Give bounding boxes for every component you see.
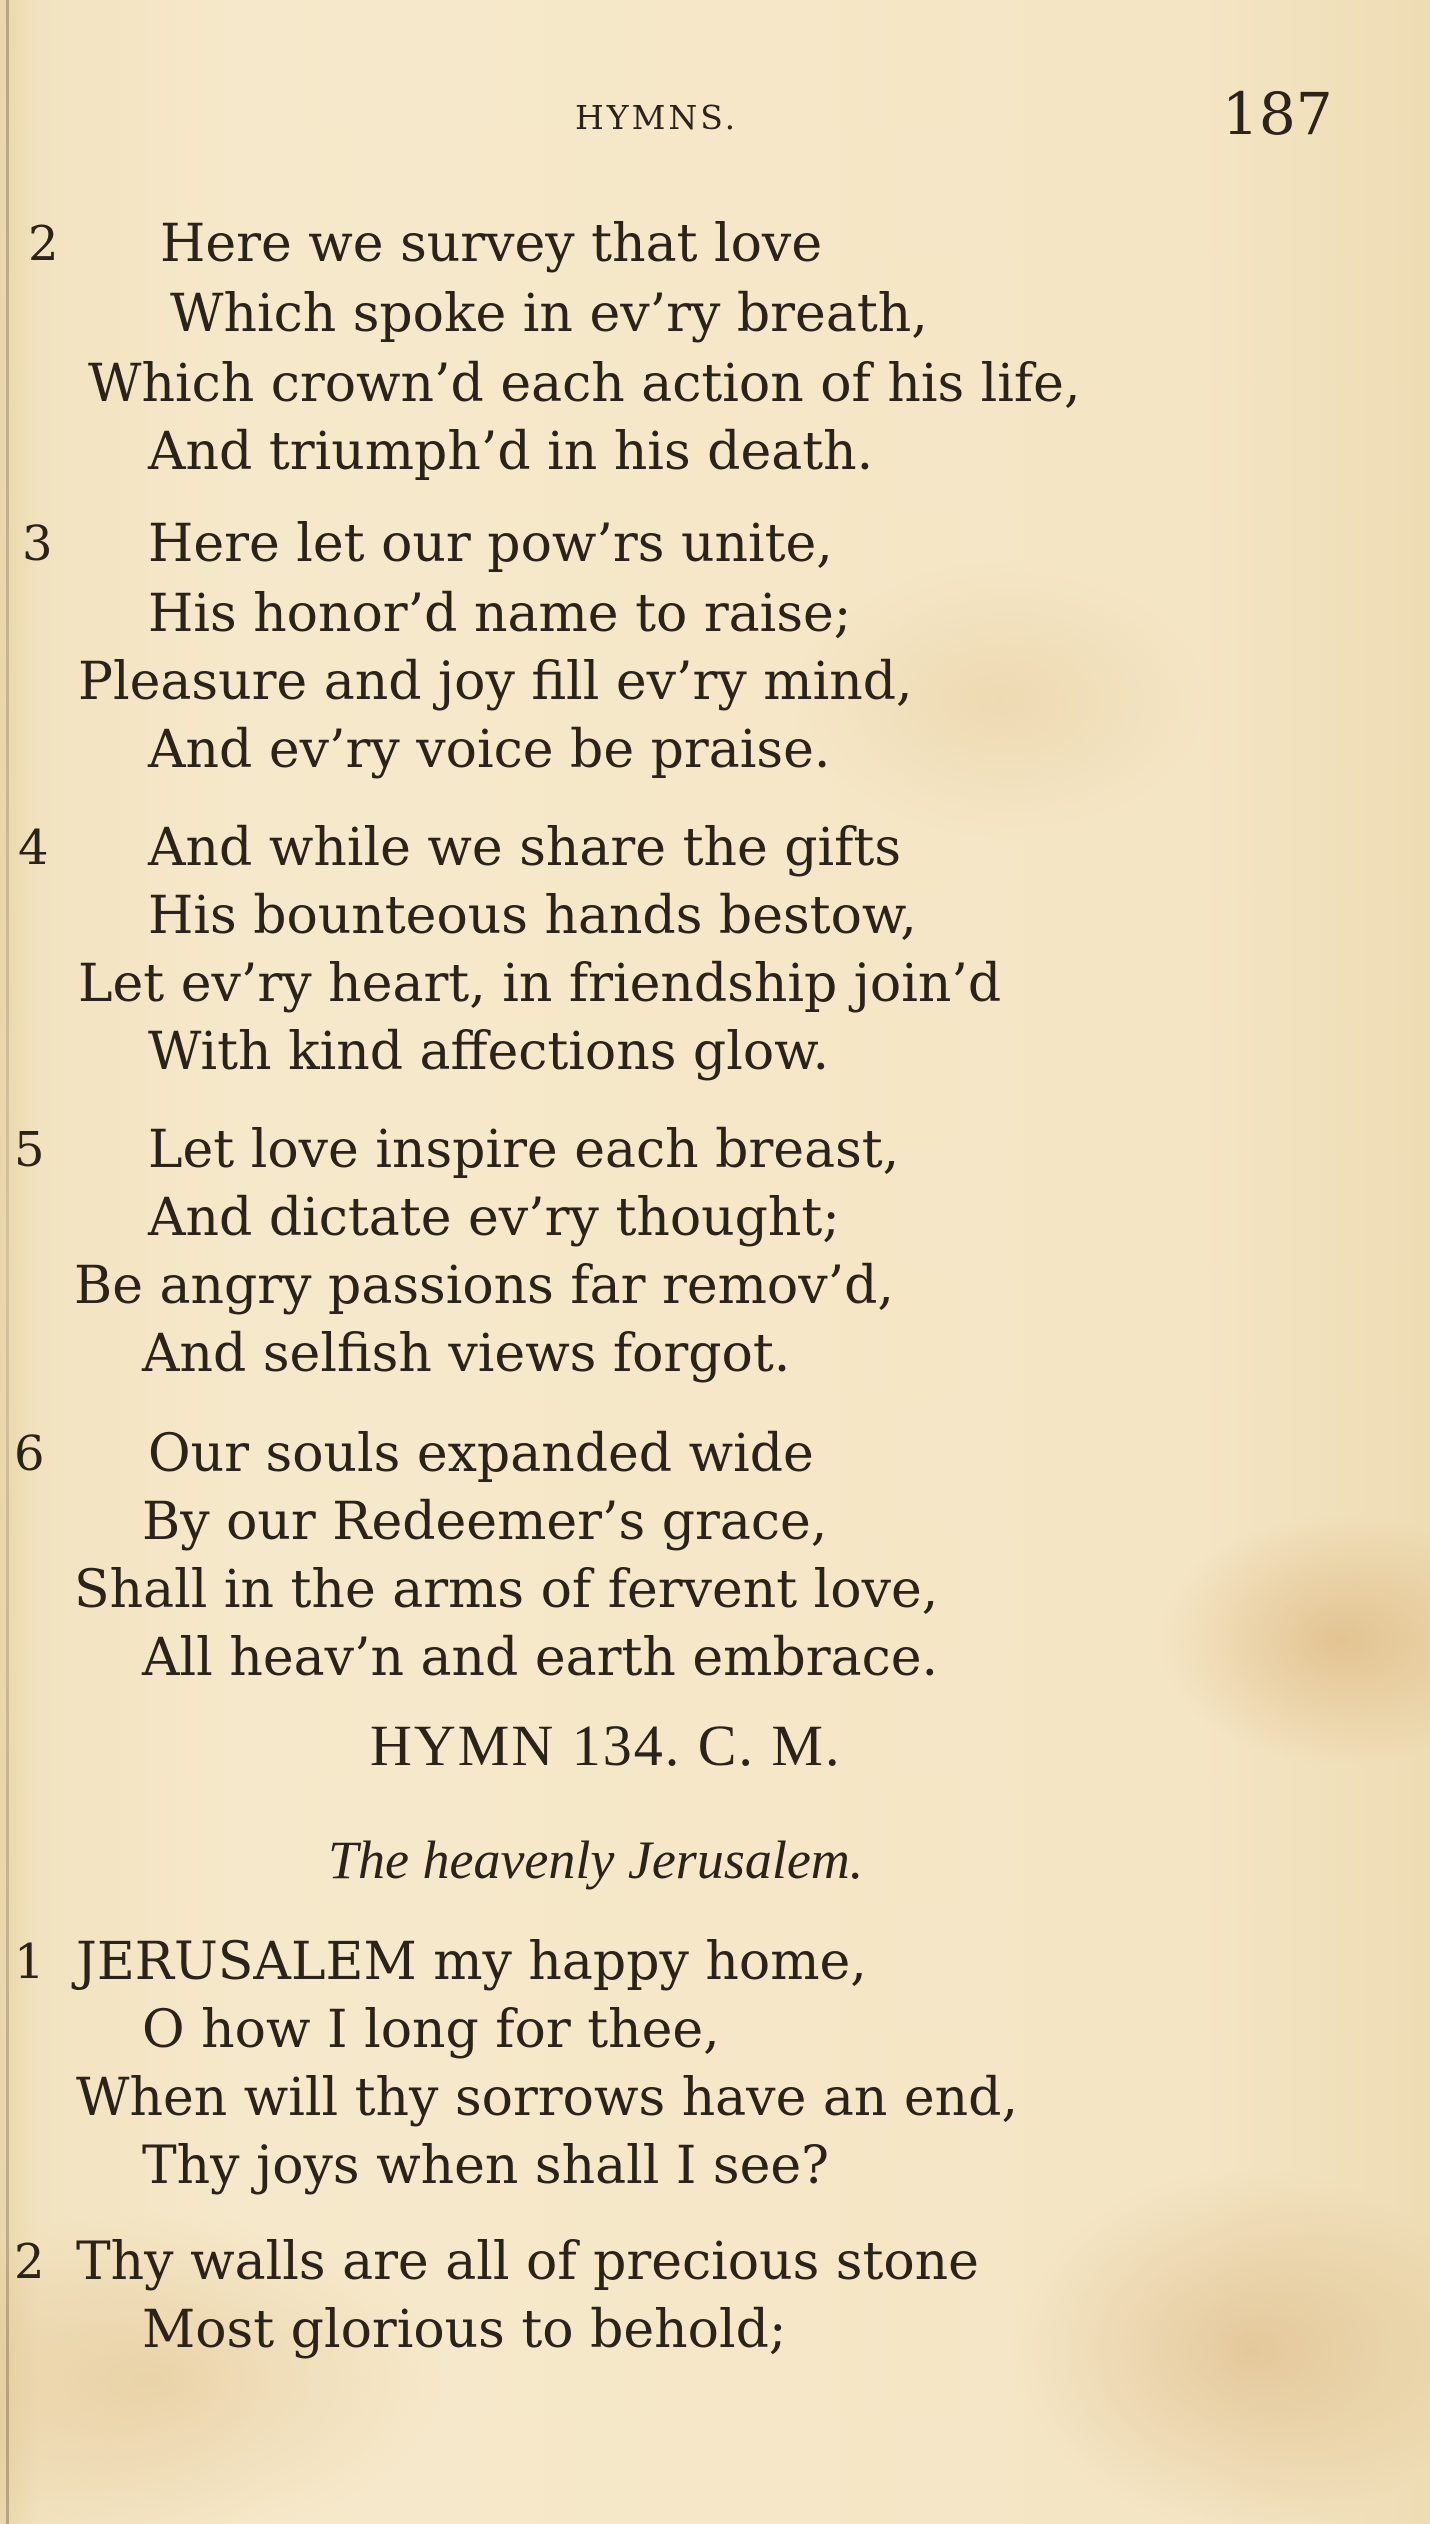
- stanza-number: 4: [18, 820, 49, 876]
- verse-line: And while we share the gifts: [148, 818, 902, 878]
- verse-line: Let love inspire each breast,: [148, 1120, 900, 1180]
- verse-line: Here we survey that love: [160, 214, 823, 274]
- verse-line: Shall in the arms of fervent love,: [74, 1560, 939, 1620]
- running-head: HYMNS.: [575, 98, 739, 137]
- stanza-number: 6: [14, 1426, 45, 1482]
- hymn-title: HYMN 134. C. M.: [370, 1713, 842, 1778]
- verse-line: And triumph’d in his death.: [148, 422, 874, 482]
- verse-line: Most glorious to behold;: [142, 2300, 787, 2360]
- verse-line: Which spoke in ev’ry breath,: [170, 284, 928, 344]
- verse-line: Which crown’d each action of his life,: [88, 354, 1081, 414]
- verse-line: Thy joys when shall I see?: [142, 2136, 830, 2196]
- verse-line: All heav’n and earth embrace.: [142, 1628, 939, 1688]
- verse-line: And selfish views forgot.: [142, 1324, 791, 1384]
- stanza-number: 3: [22, 516, 53, 572]
- verse-line: And dictate ev’ry thought;: [148, 1188, 840, 1248]
- verse-line: And ev’ry voice be praise.: [148, 720, 831, 780]
- verse-line: His honor’d name to raise;: [148, 584, 852, 644]
- hymn-subtitle: The heavenly Jerusalem.: [328, 1830, 864, 1890]
- verse-line: Let ev’ry heart, in friendship join’d: [78, 954, 1002, 1014]
- verse-line: By our Redeemer’s grace,: [142, 1492, 828, 1552]
- stanza-number: 1: [14, 1934, 45, 1990]
- stanza-number: 2: [14, 2234, 45, 2290]
- page-gutter-edge: [6, 0, 9, 2524]
- verse-line: When will thy sorrows have an end,: [76, 2068, 1018, 2128]
- verse-line: JERUSALEM my happy home,: [76, 1932, 867, 1992]
- verse-line: Our souls expanded wide: [148, 1424, 814, 1484]
- stanza-number: 2: [28, 216, 59, 272]
- verse-line: With kind affections glow.: [148, 1022, 830, 1082]
- verse-line: Thy walls are all of precious stone: [76, 2232, 979, 2292]
- verse-line: Be angry passions far remov’d,: [74, 1256, 894, 1316]
- stanza-number: 5: [14, 1122, 45, 1178]
- verse-line: His bounteous hands bestow,: [148, 886, 917, 946]
- verse-line: Here let our pow’rs unite,: [148, 514, 833, 574]
- verse-line: Pleasure and joy fill ev’ry mind,: [78, 652, 913, 712]
- page-number: 187: [1222, 80, 1333, 148]
- verse-line: O how I long for thee,: [142, 2000, 720, 2060]
